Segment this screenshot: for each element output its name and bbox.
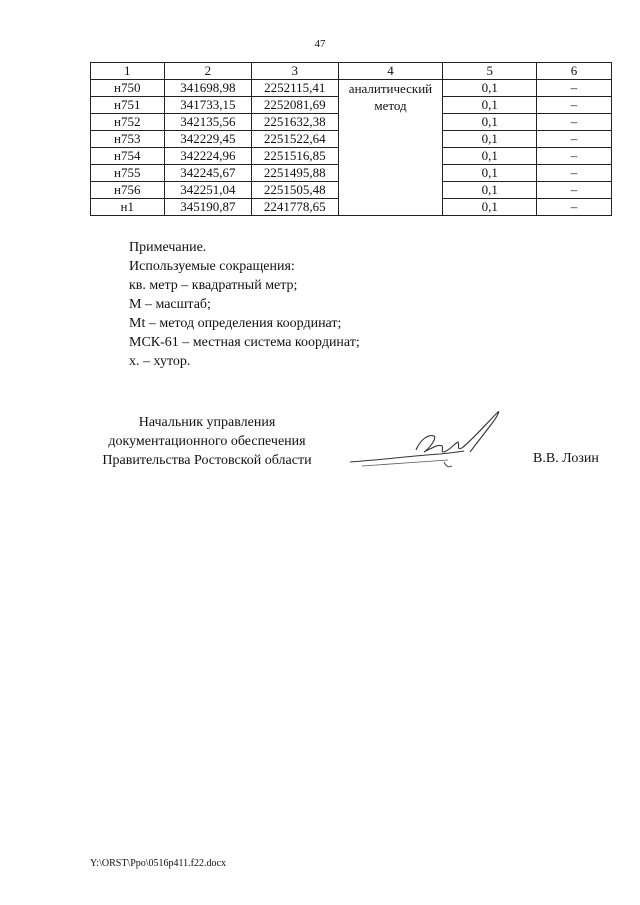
y-coordinate-cell: 2251516,85 <box>252 148 338 165</box>
x-coordinate-cell: 342224,96 <box>164 148 252 165</box>
y-coordinate-cell: 2251522,64 <box>252 131 338 148</box>
signatory-title-line: документационного обеспечения <box>108 434 306 449</box>
point-name-cell: н752 <box>91 114 165 131</box>
table-row <box>91 80 612 97</box>
x-coordinate-cell: 341733,15 <box>164 97 252 114</box>
footer-file-path: Y:\ORST\Ppo\0516p411.f22.docx <box>90 858 226 869</box>
description-cell: – <box>537 114 612 131</box>
description-cell: – <box>537 80 612 97</box>
y-coordinate-cell: 2252115,41 <box>252 80 338 97</box>
y-coordinate-cell: 2252081,69 <box>252 97 338 114</box>
page-number: 47 <box>314 38 326 50</box>
x-coordinate-cell: 345190,87 <box>164 199 252 216</box>
accuracy-cell: 0,1 <box>443 80 537 97</box>
note-item: М – масштаб; <box>129 297 211 312</box>
description-cell: – <box>537 165 612 182</box>
x-coordinate-cell: 342135,56 <box>164 114 252 131</box>
point-name-cell: н1 <box>91 199 165 216</box>
y-coordinate-cell: 2251505,48 <box>252 182 338 199</box>
accuracy-cell: 0,1 <box>443 114 537 131</box>
signatory-title-line: Правительства Ростовской области <box>102 453 312 468</box>
description-cell: – <box>537 182 612 199</box>
y-coordinate-cell: 2251495,88 <box>252 165 338 182</box>
accuracy-cell: 0,1 <box>443 97 537 114</box>
header-cell-1: 1 <box>91 63 165 80</box>
accuracy-cell: 0,1 <box>443 199 537 216</box>
point-name-cell: н756 <box>91 182 165 199</box>
note-item: кв. метр – квадратный метр; <box>129 278 298 293</box>
header-cell-2: 2 <box>164 63 252 80</box>
point-name-cell: н750 <box>91 80 165 97</box>
y-coordinate-cell: 2251632,38 <box>252 114 338 131</box>
description-cell: – <box>537 131 612 148</box>
x-coordinate-cell: 341698,98 <box>164 80 252 97</box>
y-coordinate-cell: 2241778,65 <box>252 199 338 216</box>
signatory-title <box>92 413 322 470</box>
note-item: х. – хутор. <box>129 354 191 369</box>
accuracy-cell: 0,1 <box>443 148 537 165</box>
point-name-cell: н755 <box>91 165 165 182</box>
x-coordinate-cell: 342229,45 <box>164 131 252 148</box>
header-cell-4: 4 <box>338 63 443 80</box>
accuracy-cell: 0,1 <box>443 165 537 182</box>
header-cell-5: 5 <box>443 63 537 80</box>
accuracy-cell: 0,1 <box>443 182 537 199</box>
point-name-cell: н754 <box>91 148 165 165</box>
x-coordinate-cell: 342251,04 <box>164 182 252 199</box>
description-cell: – <box>537 199 612 216</box>
notes-block <box>129 238 360 371</box>
signatory-title-line: Начальник управления <box>138 415 276 430</box>
note-item: Mt – метод определения координат; <box>129 316 342 331</box>
header-cell-3: 3 <box>252 63 338 80</box>
x-coordinate-cell: 342245,67 <box>164 165 252 182</box>
notes-intro: Используемые сокращения: <box>129 259 295 274</box>
description-cell: – <box>537 97 612 114</box>
accuracy-cell: 0,1 <box>443 131 537 148</box>
notes-title: Примечание. <box>129 240 207 255</box>
handwritten-signature <box>340 404 510 484</box>
coordinates-table <box>90 62 612 216</box>
header-cell-6: 6 <box>537 63 612 80</box>
point-name-cell: н751 <box>91 97 165 114</box>
table-header-row <box>91 63 612 80</box>
method-cell: аналитический метод <box>338 80 443 216</box>
signatory-name: В.В. Лозин <box>533 451 599 466</box>
point-name-cell: н753 <box>91 131 165 148</box>
note-item: МСК-61 – местная система координат; <box>129 335 360 350</box>
description-cell: – <box>537 148 612 165</box>
